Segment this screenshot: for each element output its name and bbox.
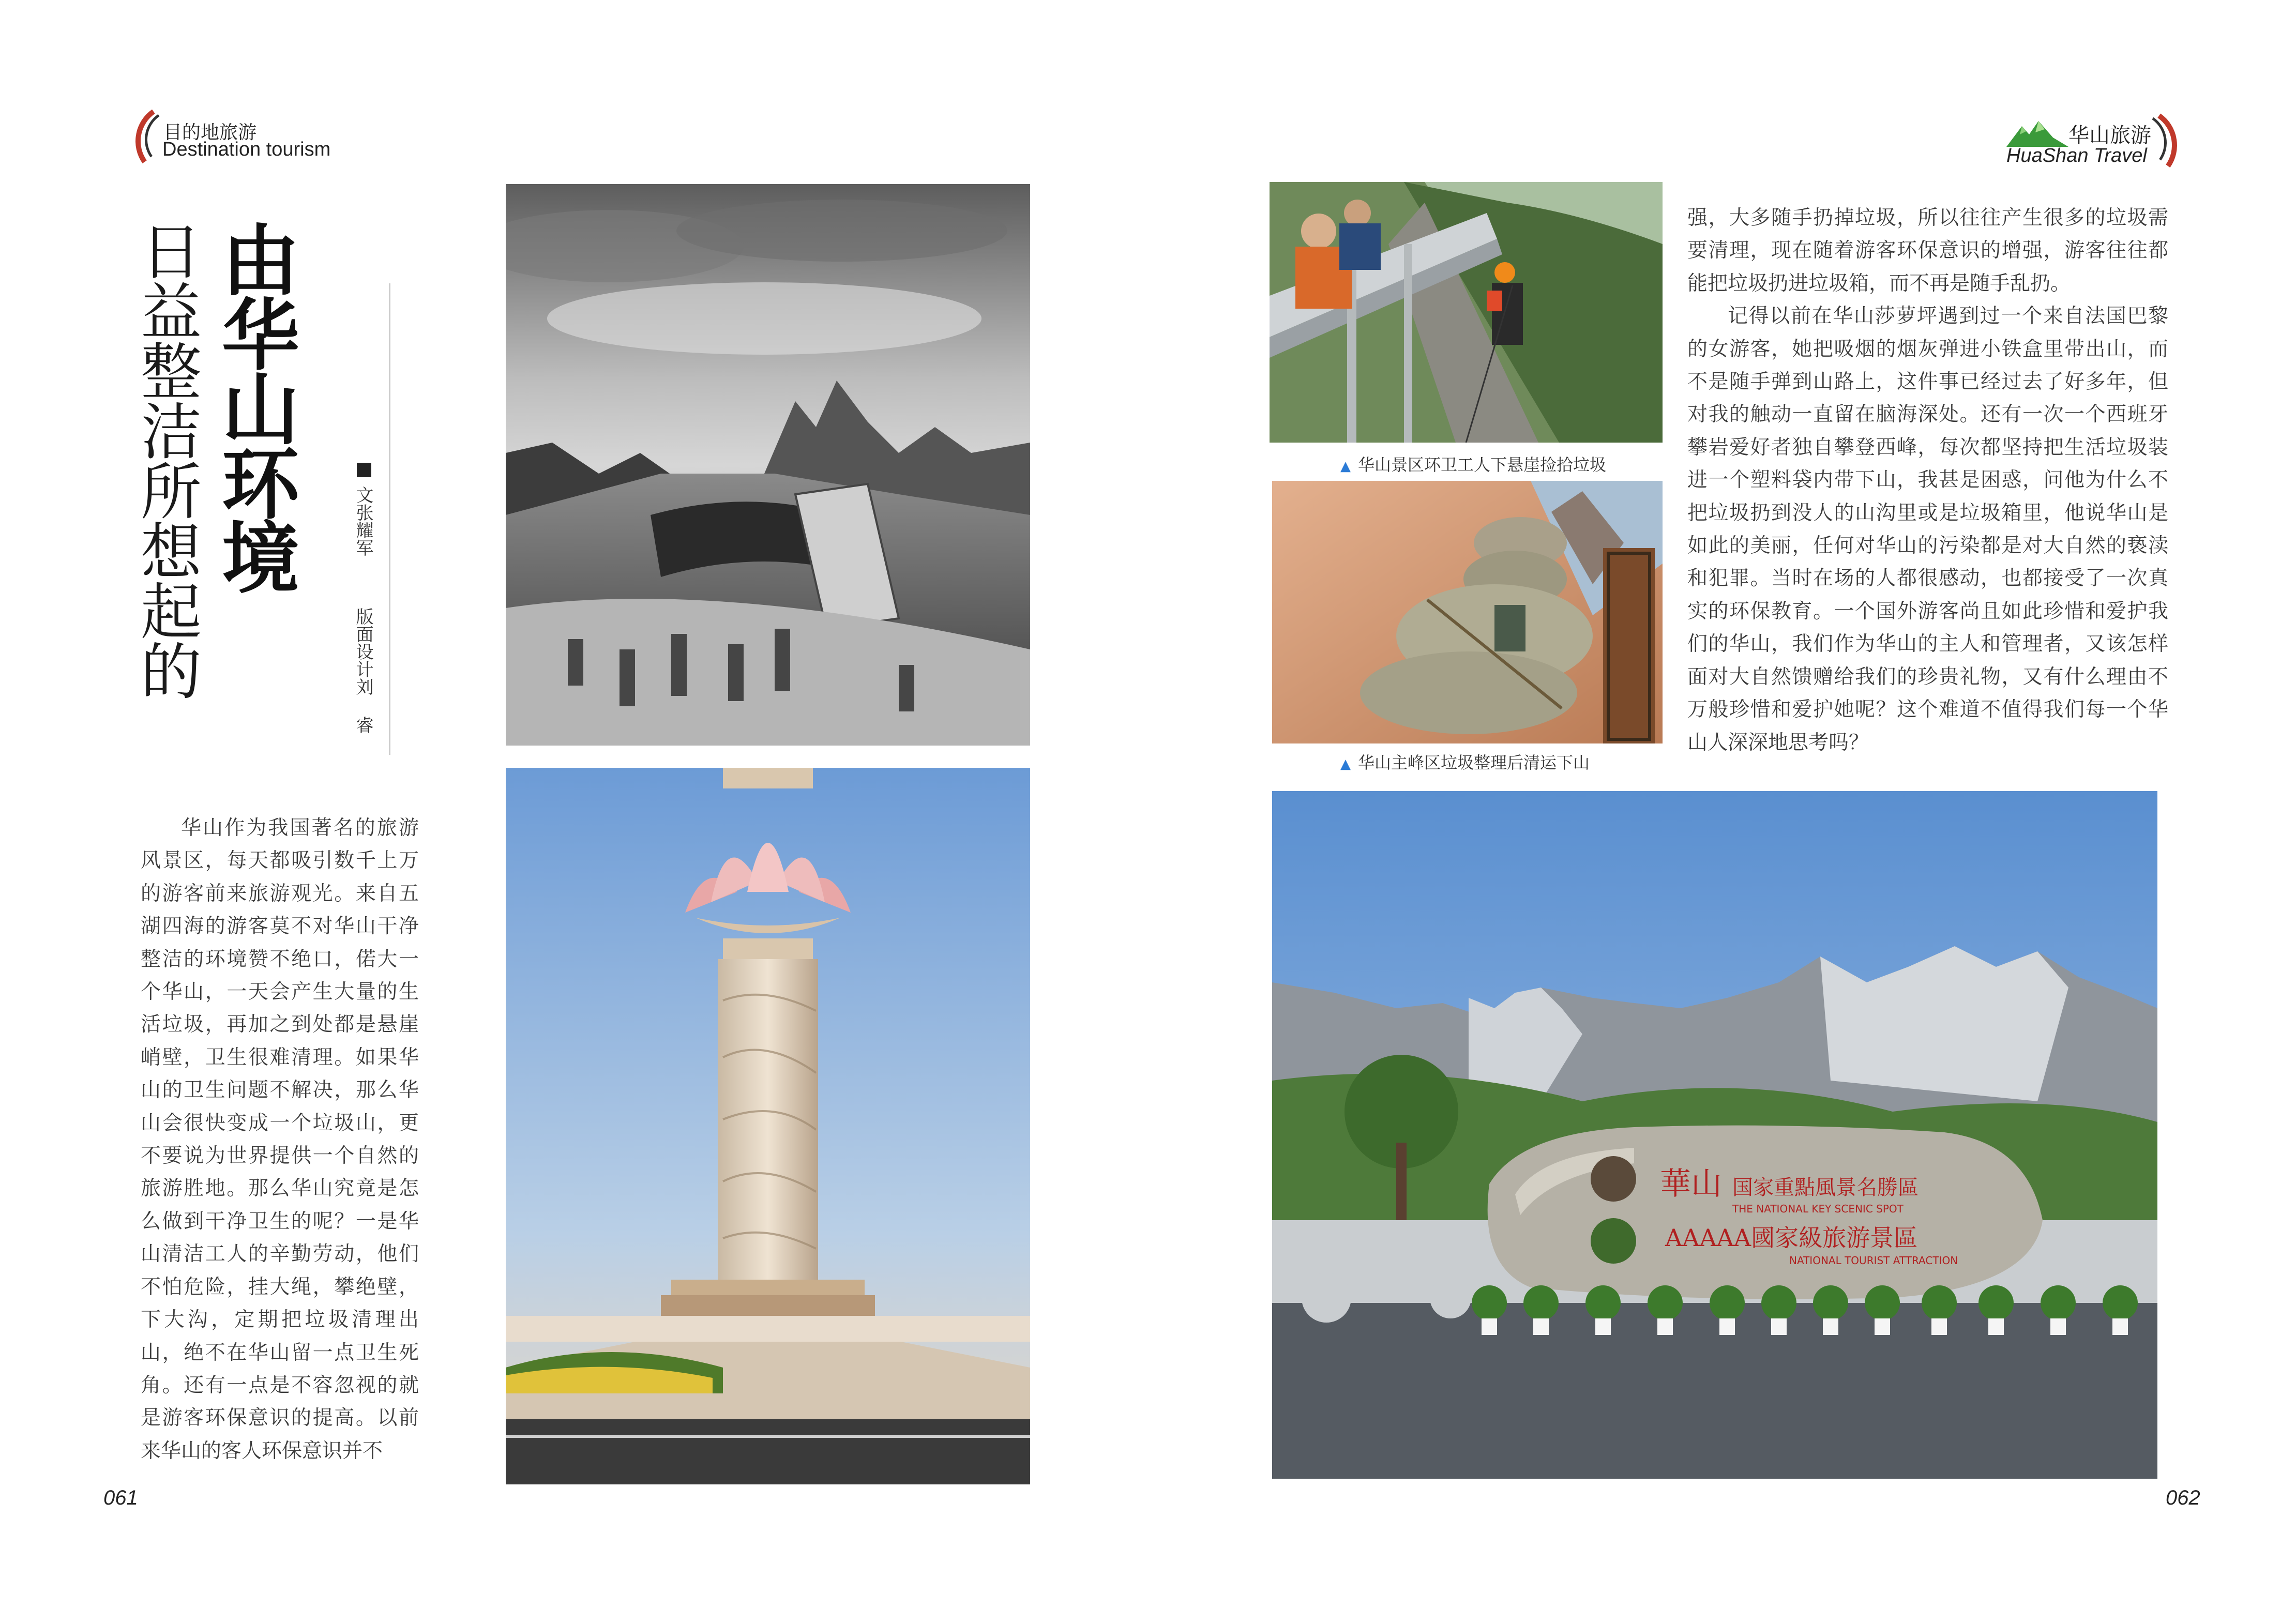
byline-marker-icon [357, 463, 371, 477]
right-header-en: HuaShan Travel [2006, 145, 2147, 166]
left-header-en: Destination tourism [162, 139, 331, 160]
byline-author: 文张耀军 [353, 486, 373, 556]
photo-lotus-column [506, 768, 1030, 1484]
photo-scenic-stone [1272, 791, 2157, 1479]
stone-text-zh2: AAAAA國家級旅游景區 [1665, 1224, 1918, 1252]
article-left-column [141, 812, 419, 1467]
title-divider [389, 283, 390, 755]
article-title-line1: 由华山环境 [208, 220, 298, 592]
caption-porter: ▲ 华山主峰区垃圾整理后清运下山 [1340, 753, 1590, 772]
article-title-line2: 日益整洁所想起的 [130, 220, 202, 700]
stone-text-en1: THE NATIONAL KEY SCENIC SPOT [1732, 1203, 1904, 1215]
photo-summit-stone [506, 184, 1030, 746]
article-paragraph-1: 华山作为我国著名的旅游风景区，每天都吸引数千上万的游客前来旅游观光。来自五湖四海的游客莫不对华山干净整洁的环境赞不绝口，偌大一个华山，一天会产生大量的生活垃圾，再加之到处都是悬崖峭壁，卫生很难清理。如果华山的卫生问题不解决，那么华山会很快变成一个垃圾山，更不要说为世界提供一个自然的旅游胜地。那么华山究竟是怎么做到干净卫生的呢？一是华山清洁工人的辛勤劳动，他们不怕危险，挂大绳，攀绝壁，下大沟，定期把垃圾清理出山，绝不在华山留一点卫生死角。还有一点是不容忽视的就是游客环保意识的提高。以前来华山的客人环保意识并不 [141, 816, 419, 1463]
stone-text-zh1: 国家重點風景名勝區 [1732, 1176, 1919, 1200]
stone-text-big: 華山 [1660, 1166, 1722, 1202]
page-number-right: 062 [2166, 1486, 2200, 1509]
triangle-up-icon: ▲ [1340, 756, 1351, 772]
page-number-left: 061 [103, 1486, 138, 1509]
stone-text-en2: NATIONAL TOURIST ATTRACTION [1789, 1254, 1958, 1267]
photo-porter-bags [1272, 481, 1663, 743]
right-header-zh: 华山旅游 [2068, 124, 2151, 147]
photo-workers-cliff [1270, 182, 1663, 443]
article-paragraph-3: 记得以前在华山莎萝坪遇到过一个来自法国巴黎的女游客，她把吸烟的烟灰弹进小铁盒里带出山，而不是随手弹到山路上，这件事已经过去了好多年，但对我的触动一直留在脑海深处。还有一次一个西班牙攀岩爱好者独自攀登西峰，每次都坚持把生活垃圾装进一个塑料袋内带下山，我甚是困惑，问他为什么不把垃圾扔到没人的山沟里或是垃圾箱里，他说华山是如此的美丽，任何对华山的污染都是对大自然的亵渎和犯罪。当时在场的人都很感动，也都接受了一次真实的环保教育。一个国外游客尚且如此珍惜和爱护我们的华山，我们作为华山的主人和管理者，又该怎样面对大自然馈赠给我们的珍贵礼物，又有什么理由不万般珍惜和爱护她呢？这个难道不值得我们每一个华山人深深地思考吗？ [1687, 305, 2168, 754]
left-header-zh: 目的地旅游 [163, 122, 257, 143]
article-right-column [1687, 202, 2168, 759]
article-paragraph-2: 强，大多随手扔掉垃圾，所以往往产生很多的垃圾需要清理，现在随着游客环保意识的增强，游客往往都能把垃圾扔进垃圾箱，而不再是随手乱扔。 [1687, 206, 2168, 295]
triangle-up-icon: ▲ [1340, 459, 1351, 474]
caption-workers: ▲ 华山景区环卫工人下悬崖捡拾垃圾 [1340, 455, 1607, 475]
byline-design: 版面设计刘 睿 [353, 608, 373, 734]
mountain-logo-icon [2006, 117, 2068, 148]
